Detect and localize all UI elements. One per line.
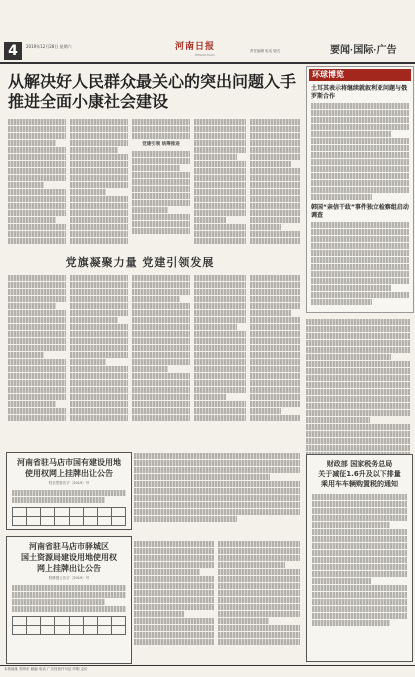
world-news-sidebar	[306, 66, 414, 313]
article-column-3	[132, 118, 190, 235]
ad-2-table	[12, 616, 126, 635]
editor-line: 责任编辑 电话 版式	[250, 49, 281, 53]
section-banner: 党旗凝聚力量 党建引领发展	[65, 256, 215, 269]
sidebar-item-2-body	[311, 222, 409, 305]
headline-line-1: 从解决好人民群众最关心的突出问题入手	[8, 72, 297, 91]
article-column-5	[250, 118, 300, 245]
ad-2-reference: 驻驿国土告字〔2019〕号	[48, 576, 90, 580]
notice-column-2	[218, 540, 300, 646]
ad-1-continuation	[134, 452, 300, 523]
date-line: 2019年12月28日 星期六	[26, 44, 72, 49]
land-auction-notice-2	[6, 536, 132, 664]
article-column-8	[132, 274, 190, 422]
headline-line-2: 推进全面小康社会建设	[8, 92, 169, 111]
newspaper-logo: 河南日报	[175, 42, 216, 52]
tax-notice-title-line-1: 财政部 国家税务总局	[326, 460, 393, 468]
masthead	[0, 40, 415, 64]
article-column-4	[194, 118, 246, 245]
ad-1-body	[12, 490, 126, 503]
ad-2-body	[12, 585, 126, 612]
article-subhead: 党建引领 统筹推进	[142, 142, 180, 147]
footer-line: 本报地址 郑州市 邮编 电话 广告经营许可证 印刷 定价	[4, 667, 88, 671]
article-column-9	[194, 274, 246, 422]
page-number: 4	[4, 42, 22, 60]
ad-1-table	[12, 507, 126, 526]
ad-1-title-line-1: 河南省驻马店市国有建设用地	[17, 458, 121, 467]
ad-1-title-line-2: 使用权网上挂牌出让公告	[25, 469, 113, 478]
sidebar-item-1-body	[311, 103, 409, 200]
sidebar-item-1-title: 土耳其表示将继续就叙利亚问题与俄罗斯合作	[311, 85, 408, 100]
ad-2-title-line-1: 河南省驻马店市驿城区	[29, 542, 109, 551]
ad-1-reference: 驻自然资告字〔2019〕号	[48, 481, 90, 485]
article-column-1	[8, 118, 66, 245]
article-column-7	[70, 274, 128, 422]
tax-notice-title-line-2: 关于减征1.6升及以下排量	[318, 470, 401, 478]
sidebar-header: 环球博览	[309, 69, 411, 81]
newspaper-logo-sub: HENAN DAILY	[195, 53, 215, 57]
tax-notice-body	[312, 494, 407, 626]
article-column-2	[70, 118, 128, 245]
tax-notice-title-line-3: 乘用车车辆购置税的通知	[321, 480, 398, 488]
ad-2-title-line-3: 网上挂牌出让公告	[37, 564, 101, 573]
ad-2-title-line-2: 国土资源局建设用地使用权	[21, 553, 117, 562]
footer-rule	[0, 665, 415, 666]
article-column-10	[250, 274, 300, 422]
sidebar-item-2-title: 韩国“亲信干政”事件独立检察组启动调查	[311, 204, 409, 219]
tax-notice	[306, 454, 413, 662]
main-headline	[8, 72, 298, 112]
land-auction-notice-1	[6, 452, 132, 530]
article-column-6	[8, 274, 66, 422]
notice-column-1	[134, 540, 214, 646]
section-title: 要闻·国际·广告	[330, 45, 397, 56]
